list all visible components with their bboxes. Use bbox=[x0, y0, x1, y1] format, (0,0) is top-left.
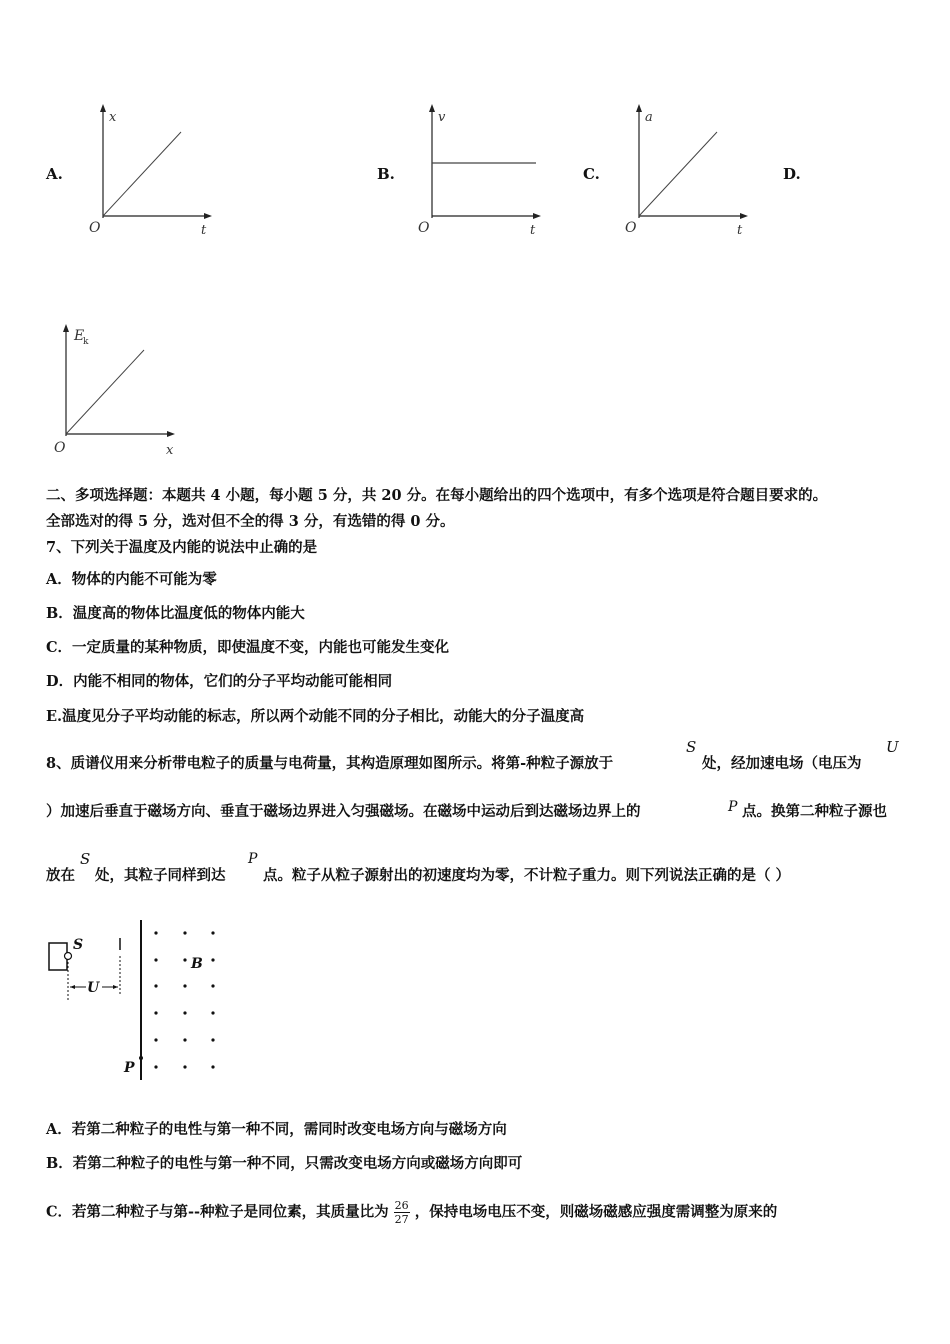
question-7-stem: 7、下列关于温度及内能的说法中止确的是 bbox=[46, 539, 318, 556]
x-axis-arrow bbox=[740, 213, 748, 219]
y-axis-label-sub: k bbox=[83, 337, 89, 347]
figure-label-s: S bbox=[73, 937, 84, 953]
question-7-option-b: B．温度高的物体比温度低的物体内能大 bbox=[46, 605, 305, 622]
question-8-line2-a: ）加速后垂直于磁场方向、垂直于磁场边界进入匀强磁场。在磁场中运动后到达磁场边界上的 bbox=[46, 803, 641, 820]
option-label-c: C. bbox=[583, 165, 600, 183]
symbol-p: P bbox=[728, 799, 738, 815]
graph-line bbox=[639, 132, 717, 216]
section-heading-line2: 全部选对的得 5 分，选对但不全的得 3 分，有选错的得 0 分。 bbox=[46, 513, 455, 530]
question-8-line2-b: 点。换第二种粒子源也 bbox=[742, 803, 887, 820]
question-7-option-d: D．内能不相同的物体，它们的分子平均动能可能相同 bbox=[46, 673, 393, 690]
question-8-line1-a: 8、质谱仪用来分析带电粒子的质量与电荷量，其构造原理如图所示。将第-种粒子源放于 bbox=[46, 755, 614, 772]
figure-label-b: B bbox=[191, 956, 203, 972]
graph-line bbox=[103, 132, 181, 216]
question-7-option-a: A．物体的内能不可能为零 bbox=[46, 571, 217, 588]
graph-c-a-t bbox=[621, 100, 756, 240]
origin-label: O bbox=[89, 220, 101, 236]
question-8-option-a: A．若第二种粒子的电性与第一种不同，需同时改变电场方向与磁场方向 bbox=[46, 1121, 507, 1138]
y-axis-arrow bbox=[63, 324, 69, 332]
y-axis-label-main: E bbox=[74, 328, 85, 344]
section-heading-line1: 二、多项选择题：本题共 4 小题，每小题 5 分，共 20 分。在每小题给出的四个选项中，有多个选项是符合题目要求的。 bbox=[46, 487, 828, 504]
option-c-text-b: ，保持电场电压不变，则磁场磁感应强度需调整为原来的 bbox=[414, 1203, 778, 1221]
x-axis-label: t bbox=[737, 223, 743, 238]
y-axis-arrow bbox=[100, 104, 106, 112]
x-axis-arrow bbox=[167, 431, 175, 437]
graph-line bbox=[66, 350, 144, 434]
option-label-b: B. bbox=[377, 165, 395, 183]
question-8-line3-a: 放在 bbox=[46, 867, 75, 884]
symbol-s: S bbox=[686, 738, 697, 756]
x-axis-arrow bbox=[204, 213, 212, 219]
question-8-line1-b: 处，经加速电场（电压为 bbox=[702, 755, 862, 772]
y-axis-arrow bbox=[636, 104, 642, 112]
x-axis-label: x bbox=[166, 443, 174, 458]
y-axis-arrow bbox=[429, 104, 435, 112]
graph-b-v-t bbox=[414, 100, 549, 240]
u-arrowhead-right bbox=[113, 985, 118, 989]
y-axis-label: x bbox=[109, 110, 117, 125]
question-8-option-c bbox=[46, 1199, 777, 1226]
mass-spectrometer-figure bbox=[40, 916, 240, 1086]
magnetic-field-dots bbox=[154, 931, 214, 1068]
x-axis-label: t bbox=[530, 223, 536, 238]
origin-label: O bbox=[625, 220, 637, 236]
mass-ratio-fraction bbox=[394, 1199, 410, 1226]
graph-d-ek-x bbox=[48, 318, 183, 458]
fraction-numerator: 26 bbox=[394, 1199, 409, 1212]
figure-label-u: U bbox=[87, 980, 100, 996]
option-label-d: D. bbox=[783, 165, 801, 183]
question-8-line3-b: 处，其粒子同样到达 bbox=[95, 867, 226, 884]
symbol-u: U bbox=[886, 738, 899, 756]
question-7-option-e: E.温度见分子平均动能的标志，所以两个动能不同的分子相比，动能大的分子温度高 bbox=[46, 708, 585, 725]
option-c-text-a: C．若第二种粒子与第--种粒子是同位素，其质量比为 bbox=[46, 1203, 389, 1221]
symbol-p-2: P bbox=[248, 851, 258, 867]
x-axis-label: t bbox=[201, 223, 207, 238]
origin-label: O bbox=[54, 440, 66, 456]
source-point-s bbox=[65, 953, 72, 960]
option-label-a: A. bbox=[46, 165, 63, 183]
u-arrowhead-left bbox=[70, 985, 75, 989]
question-8-option-b: B．若第二种粒子的电性与第一种不同，只需改变电场方向或磁场方向即可 bbox=[46, 1155, 523, 1172]
figure-label-p: P bbox=[124, 1060, 135, 1076]
y-axis-label: v bbox=[438, 110, 446, 125]
point-p bbox=[139, 1056, 143, 1060]
y-axis-label: a bbox=[645, 110, 653, 125]
question-7-option-c: C．一定质量的某种物质，即使温度不变，内能也可能发生变化 bbox=[46, 639, 450, 656]
x-axis-arrow bbox=[533, 213, 541, 219]
question-8-line3-c: 点。粒子从粒子源射出的初速度均为零，不计粒子重力。则下列说法正确的是（ ） bbox=[263, 867, 791, 884]
graph-a-x-t bbox=[85, 100, 220, 240]
origin-label: O bbox=[418, 220, 430, 236]
fraction-denominator: 27 bbox=[394, 1213, 409, 1226]
symbol-s-2: S bbox=[80, 850, 91, 868]
